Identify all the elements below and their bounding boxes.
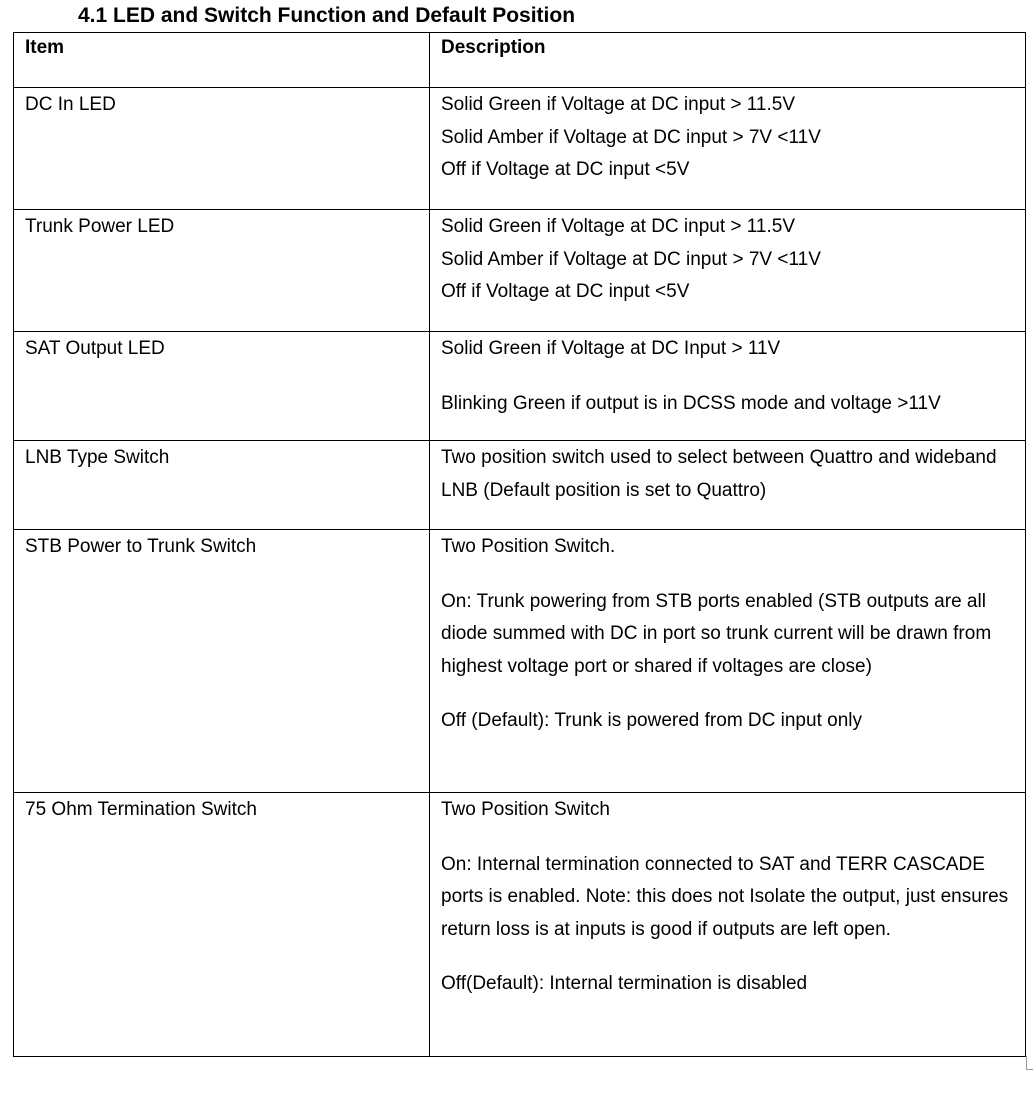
description-cell	[430, 332, 1026, 441]
description-paragraph: Two position switch used to select between Quattro and wideband LNB (Default position is set to Quattro)	[441, 447, 997, 501]
description-cell	[430, 88, 1026, 210]
description-cell	[430, 530, 1026, 793]
item-cell: Trunk Power LED	[14, 210, 430, 332]
item-cell: LNB Type Switch	[14, 441, 430, 530]
description-paragraph: On: Trunk powering from STB ports enabled (STB outputs are all diode summed with DC in port so trunk current will be drawn from highest voltage port or shared if voltages are close)	[441, 590, 992, 677]
description-paragraph: Two Position Switch	[441, 799, 610, 820]
item-cell: SAT Output LED	[14, 332, 430, 441]
table-row	[14, 210, 1026, 332]
item-cell: DC In LED	[14, 88, 430, 210]
column-header-item: Item	[14, 33, 430, 88]
description-paragraph: Blinking Green if output is in DCSS mode and voltage >11V	[441, 392, 941, 414]
table-row	[14, 332, 1026, 441]
description-cell	[430, 210, 1026, 332]
table-row	[14, 88, 1026, 210]
table-row	[14, 530, 1026, 793]
item-cell: 75 Ohm Termination Switch	[14, 793, 430, 1057]
description-paragraph: Off (Default): Trunk is powered from DC input only	[441, 710, 862, 731]
description-paragraph: Off(Default): Internal termination is disabled	[441, 973, 808, 994]
description-line: Off if Voltage at DC input <5V	[441, 159, 690, 180]
page-corner-mark	[1026, 1056, 1033, 1070]
description-paragraph: On: Internal termination connected to SAT and TERR CASCADE ports is enabled. Note: this does not Isolate the output, just ensures return loss is at inputs is good if outputs are left open.	[441, 853, 1009, 940]
table-header-row	[14, 33, 1026, 88]
description-cell	[430, 793, 1026, 1057]
table-row	[14, 441, 1026, 530]
description-cell	[430, 441, 1026, 530]
description-line: Solid Amber if Voltage at DC input > 7V <11V	[441, 126, 821, 148]
description-paragraph: Solid Green if Voltage at DC Input > 11V	[441, 338, 781, 359]
column-header-description: Description	[430, 33, 1026, 88]
description-line: Solid Green if Voltage at DC input > 11.5V	[441, 94, 796, 115]
description-line: Solid Green if Voltage at DC input > 11.5V	[441, 216, 796, 237]
description-line: Off if Voltage at DC input <5V	[441, 281, 690, 302]
description-line: Solid Amber if Voltage at DC input > 7V <11V	[441, 248, 821, 270]
section-heading: 4.1 LED and Switch Function and Default Position	[78, 4, 576, 27]
description-paragraph: Two Position Switch.	[441, 536, 616, 557]
table-row	[14, 793, 1026, 1057]
led-switch-table	[13, 32, 1026, 1057]
item-cell: STB Power to Trunk Switch	[14, 530, 430, 793]
